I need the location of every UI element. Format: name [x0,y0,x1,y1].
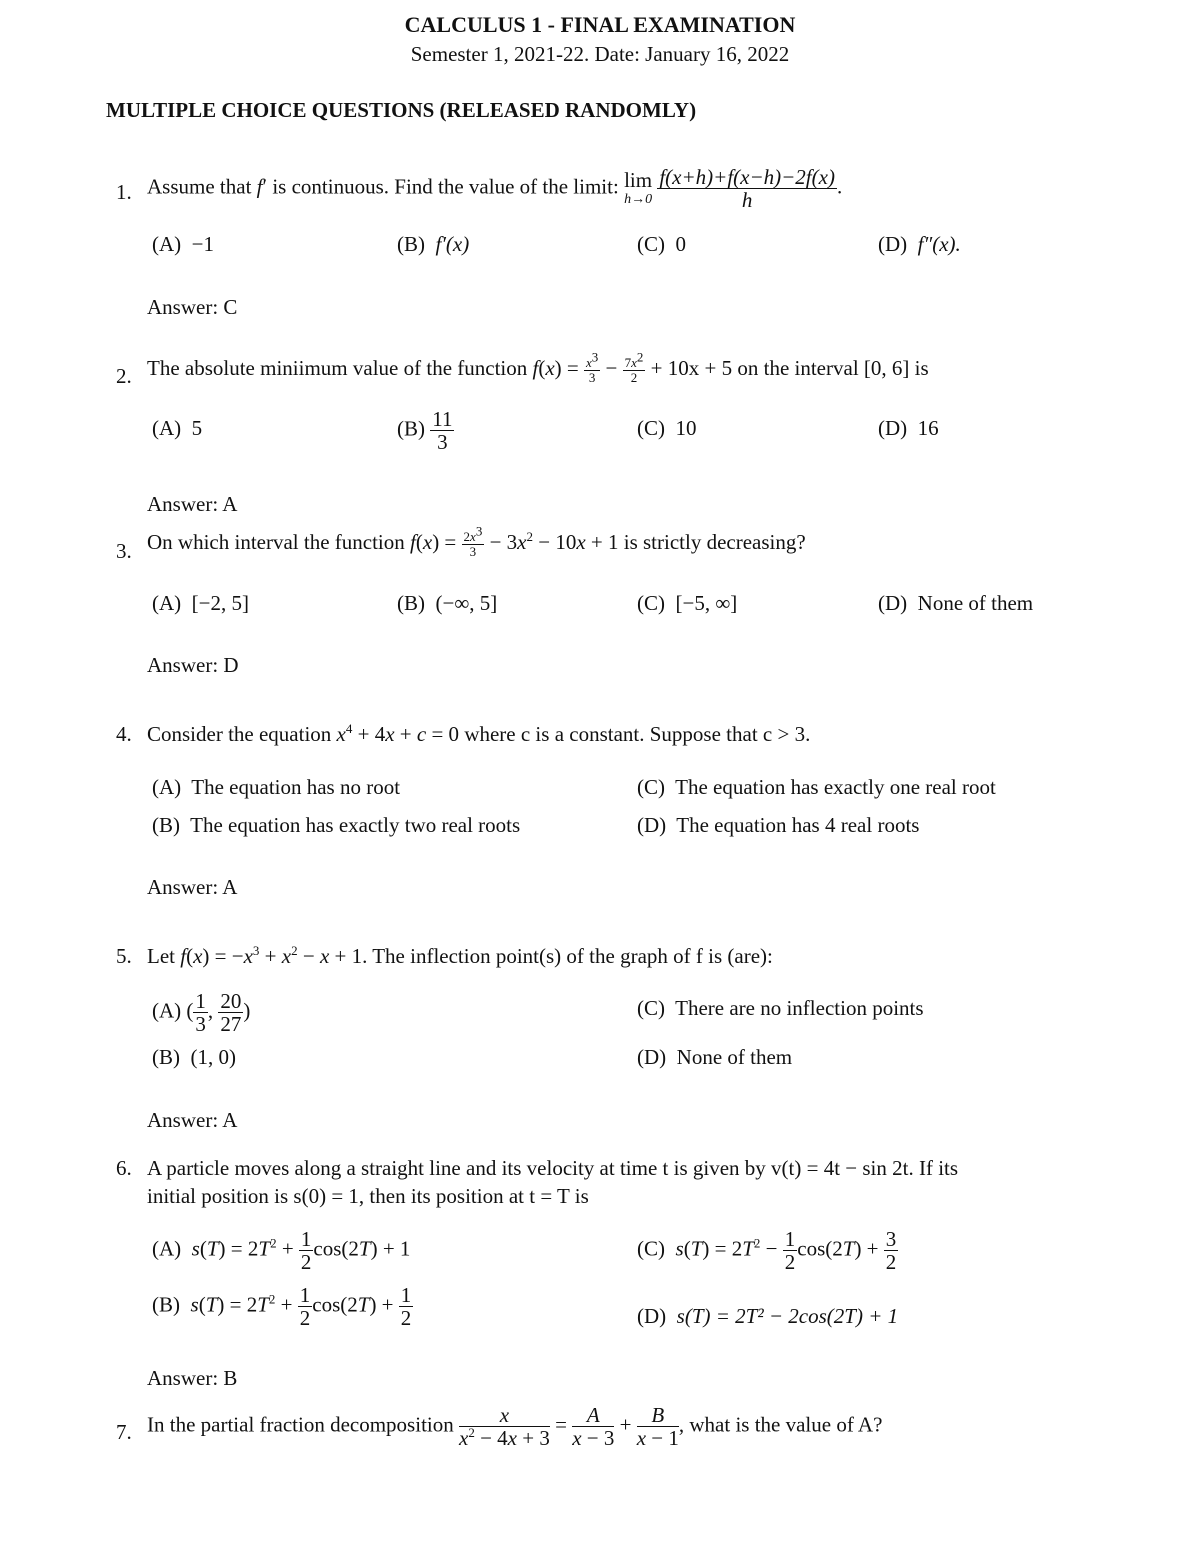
question-text: Consider the equation $x^4 + 4x + c = 0$ where c is a constant. Suppose that c > 3. [147,721,811,746]
question-number: 3. [116,539,132,563]
question-text: On which interval the function f(x) = $\frac{2x^3}{3}$ − $3x^2 - 10x + 1$ is strictly decreasing? [147,523,806,559]
option-b[interactable]: (B) (−∞, 5] [397,591,498,615]
question-text: The absolute miniimum value of the function f(x) = $\frac{x^3}{3}$ − $\frac{7x^2}{2}$ + 10x + 5 on the interval [0, 6] is [147,349,929,385]
option-c[interactable]: (C) There are no inflection points [637,996,924,1020]
question-number: 1. [116,180,132,204]
question-number: 4. [116,722,132,746]
question-number: 7. [116,1420,132,1444]
page-subtitle: Semester 1, 2021-22. Date: January 16, 2022 [410,42,790,66]
answer: Answer: C [147,295,238,319]
option-b[interactable]: (B) (1, 0) [152,1045,236,1069]
option-b[interactable]: (B) $\frac{11}{3}$ [397,407,453,455]
answer: Answer: B [147,1366,238,1390]
option-a[interactable]: (A) −1 [152,232,214,256]
answer: Answer: A [147,1108,238,1132]
option-d[interactable]: (D) f″(x). [878,232,961,256]
question-text: Assume that f′ is continuous. Find the value of the limit: lim h→0 $\frac{f(x+h)+f(x-h)-2f(x)}{h}$ . [147,165,843,213]
option-a[interactable]: (A) [−2, 5] [152,591,249,615]
question-text: Let $f(x) = -x^3 + x^2 - x + 1$. The inflection point(s) of the graph of f is (are): [147,943,773,968]
limit-operator: lim h→0 [624,168,653,208]
page-title: CALCULUS 1 - FINAL EXAMINATION [404,12,796,37]
answer: Answer: A [147,875,238,899]
option-a[interactable]: (A) ( $\frac{1}{3}$ , $\frac{20}{27}$ ) [152,989,251,1037]
option-d[interactable]: (D) None of them [637,1045,793,1069]
question-text-line-2: initial position is s(0) = 1, then its position at t = T is [147,1184,589,1208]
question-number: 6. [116,1156,132,1180]
option-d[interactable]: (D) None of them [878,591,1034,615]
question-text: In the partial fraction decomposition $\frac{x}{x^2 - 4x + 3}$ = $\frac{A}{x - 3}$ + $\frac{B}{x - 1}$ , what is the value of A? [147,1403,883,1451]
option-b[interactable]: (B) $s(T) = 2T^2$ + $\frac{1}{2}$ cos(2T) + $\frac{1}{2}$ [152,1283,412,1331]
option-d[interactable]: (D) The equation has 4 real roots [637,813,920,837]
answer: Answer: D [147,653,239,677]
option-c[interactable]: (C) 10 [637,416,697,440]
section-title: MULTIPLE CHOICE QUESTIONS (RELEASED RANDOMLY) [106,98,697,122]
limit-fraction: $\frac{f(x+h)+f(x-h)-2f(x)}{h}$ [659,165,835,213]
question-text-line-1: A particle moves along a straight line and its velocity at time t is given by v(t) = 4t − sin 2t. If its [147,1156,959,1180]
option-a[interactable]: (A) $s(T) = 2T^2$ + $\frac{1}{2}$ cos(2T) + 1 [152,1227,411,1275]
option-a[interactable]: (A) The equation has no root [152,775,401,799]
question-number: 2. [116,364,132,388]
option-d[interactable]: (D) 16 [878,416,939,440]
option-c[interactable]: (C) The equation has exactly one real root [637,775,996,799]
question-number: 5. [116,944,132,968]
option-b[interactable]: (B) The equation has exactly two real roots [152,813,521,837]
option-c[interactable]: (C) 0 [637,232,686,256]
option-c[interactable]: (C) [−5, ∞] [637,591,738,615]
answer: Answer: A [147,492,238,516]
option-d[interactable]: (D) s(T) = 2T² − 2cos(2T) + 1 [637,1304,899,1328]
option-a[interactable]: (A) 5 [152,416,203,440]
option-c[interactable]: (C) $s(T) = 2T^2$ − $\frac{1}{2}$ cos(2T) + $\frac{3}{2}$ [637,1227,897,1275]
option-b[interactable]: (B) f′(x) [397,232,470,256]
